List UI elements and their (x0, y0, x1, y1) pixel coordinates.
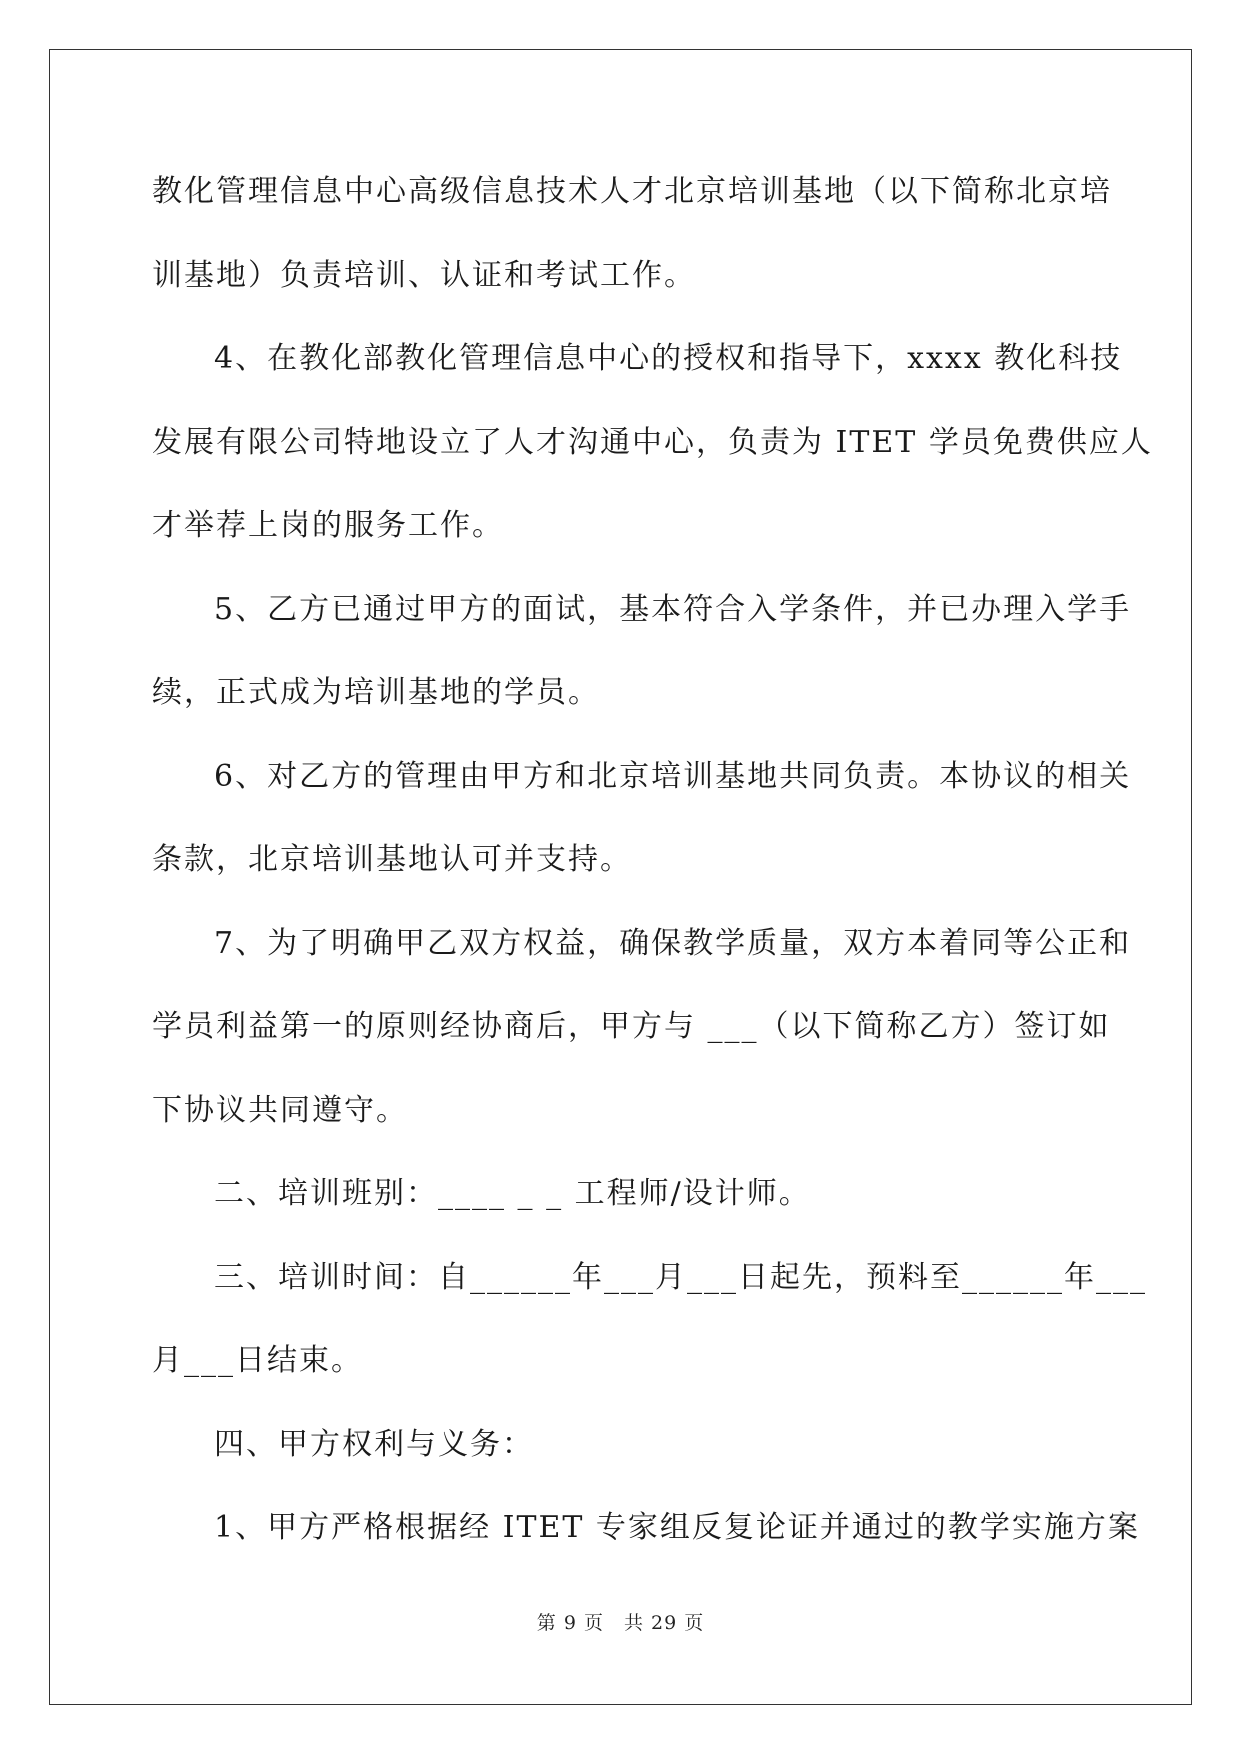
text-line: 四、甲方权利与义务： (214, 1426, 534, 1462)
page-footer (0, 1608, 1241, 1635)
text-line: 5、乙方已通过甲方的面试，基本符合入学条件，并已办理入学手 (214, 591, 1132, 627)
text-line: 7、为了明确甲乙双方权益，确保教学质量，双方本着同等公正和 (214, 925, 1132, 961)
text-line: 1、甲方严格根据经 ITET 专家组反复论证并通过的教学实施方案 (214, 1510, 1140, 1545)
text-line: 训基地）负责培训、认证和考试工作。 (152, 257, 696, 293)
page-total: 共 29 页 (623, 1612, 705, 1634)
text-line: 教化管理信息中心高级信息技术人才北京培训基地（以下简称北京培 (152, 174, 1112, 209)
text-line: 学员利益第一的原则经协商后，甲方与 ___（以下简称乙方）签订如 (152, 1009, 1111, 1044)
page-number: 第 9 页 (536, 1612, 604, 1634)
text-line: 条款，北京培训基地认可并支持。 (152, 842, 632, 877)
text-line: 续，正式成为培训基地的学员。 (152, 675, 600, 710)
text-line: 6、对乙方的管理由甲方和北京培训基地共同负责。本协议的相关 (214, 758, 1132, 794)
text-line: 三、培训时间：自______年___月___日起先，预料至______年___ (214, 1259, 1147, 1295)
document-text (152, 150, 1153, 1570)
text-line: 下协议共同遵守。 (152, 1092, 408, 1128)
text-line: 二、培训班别：____ _ _ 工程师/设计师。 (214, 1176, 811, 1211)
text-line: 发展有限公司特地设立了人才沟通中心，负责为 ITET 学员免费供应人 (152, 424, 1153, 460)
text-line: 月___日结束。 (152, 1343, 363, 1378)
document-body (152, 150, 1153, 1570)
text-line: 才举荐上岗的服务工作。 (152, 508, 504, 543)
text-line: 4、在教化部教化管理信息中心的授权和指导下，xxxx 教化科技 (214, 341, 1123, 376)
